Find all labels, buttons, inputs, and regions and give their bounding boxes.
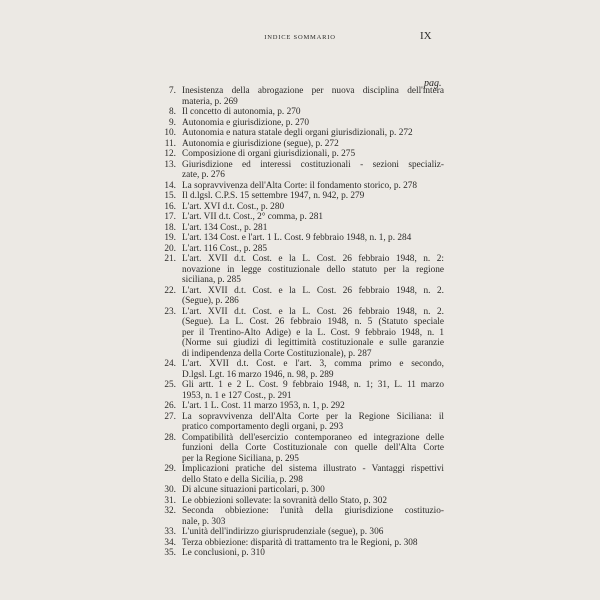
toc-entry-number: 30.: [164, 485, 176, 495]
toc-entry-number: 16.: [164, 201, 176, 212]
toc-entry-number: 21.: [164, 254, 176, 264]
toc-entry-continuation: [150, 391, 450, 402]
toc-entry-number: 23.: [164, 306, 176, 317]
toc-entry: [150, 286, 450, 297]
toc-entry: [150, 506, 450, 517]
toc-entry: [150, 359, 450, 370]
toc-entry-text: materia, p. 269: [182, 96, 238, 107]
toc-entry: [150, 496, 450, 507]
table-of-contents: [150, 86, 450, 559]
toc-entry-text: funzioni della Corte Costituzionale con quelle dell'Alta Corte: [182, 443, 444, 453]
toc-entry: [150, 181, 450, 192]
toc-entry: [150, 107, 450, 118]
toc-entry-text: Di alcune situazioni particolari, p. 300: [182, 485, 325, 495]
toc-entry-number: [150, 317, 182, 328]
toc-entry-text: Autonomia e giurisdizione, p. 270: [182, 117, 310, 128]
toc-entry: [150, 191, 450, 202]
toc-entry-continuation: [150, 370, 450, 381]
toc-entry-number: [150, 422, 182, 433]
toc-entry-number: 12.: [164, 149, 176, 159]
toc-entry-text: L'art. XVII d.t. Cost. e la L. Cost. 26 febbraio 1948, n. 2.: [182, 306, 444, 317]
toc-entry-text: Gli artt. 1 e 2 L. Cost. 9 febbraio 1948, n. 1; 31, L. 11 marzo: [182, 380, 444, 390]
toc-entry-number: 14.: [164, 180, 176, 191]
toc-entry-text: L'art. XVII d.t. Cost. e la L. Cost. 26 febbraio 1948, n. 2.: [182, 285, 444, 296]
toc-entry-text: Giurisdizione ed interessi costituzionali - sezioni specializ-: [182, 159, 444, 170]
pag-column-label: pag.: [424, 78, 442, 89]
toc-entry-text: 1953, n. 1 e 127 Cost., p. 291: [182, 390, 292, 401]
toc-entry-number: [150, 296, 182, 307]
toc-entry-number: [150, 275, 182, 286]
toc-entry-text: nale, p. 303: [182, 516, 226, 527]
toc-entry-number: 20.: [164, 243, 176, 254]
toc-entry: [150, 254, 450, 265]
toc-entry-number: [150, 391, 182, 402]
toc-entry-text: L'art. 134 Cost. e l'art. 1 L. Cost. 9 febbraio 1948, n. 1, p. 284: [182, 233, 412, 243]
toc-entry-text: L'unità dell'indirizzo giurisprudenziale (segue), p. 306: [182, 527, 384, 537]
toc-entry-text: (Segue), p. 286: [182, 296, 239, 306]
toc-entry-number: [150, 475, 182, 486]
toc-entry-continuation: [150, 349, 450, 360]
toc-entry-number: 29.: [164, 464, 176, 474]
toc-entry-continuation: [150, 97, 450, 108]
toc-entry-continuation: [150, 275, 450, 286]
toc-entry-text: D.lgsl. Lgt. 16 marzo 1946, n. 98, p. 289: [182, 369, 334, 380]
toc-entry-continuation: [150, 338, 450, 349]
toc-entry-text: L'art. VII d.t. Cost., 2° comma, p. 281: [182, 212, 324, 222]
toc-entry: [150, 485, 450, 496]
toc-entry: [150, 307, 450, 318]
toc-entry: [150, 244, 450, 255]
toc-entry: [150, 128, 450, 139]
toc-entry-number: 31.: [164, 495, 176, 506]
toc-entry-number: 27.: [164, 411, 176, 422]
toc-entry-number: [150, 517, 182, 528]
toc-entry-text: Il d.lgsl. C.P.S. 15 settembre 1947, n. 942, p. 279: [182, 191, 365, 201]
toc-entry-text: Compatibilità dell'esercizio contemporaneo ed integrazione delle: [182, 432, 444, 443]
toc-entry: [150, 202, 450, 213]
toc-entry-continuation: [150, 454, 450, 465]
toc-entry-text: pratico comportamento degli organi, p. 293: [182, 422, 344, 432]
toc-entry-number: 15.: [164, 191, 176, 201]
toc-entry-text: siciliana, p. 285: [182, 275, 241, 285]
toc-entry: [150, 212, 450, 223]
toc-entry-number: 18.: [164, 222, 176, 233]
toc-entry: [150, 118, 450, 129]
toc-entry: [150, 223, 450, 234]
toc-entry-continuation: [150, 170, 450, 181]
toc-entry: [150, 548, 450, 559]
toc-entry-number: [150, 170, 182, 181]
toc-entry: [150, 86, 450, 97]
page-number: IX: [420, 30, 432, 42]
toc-entry-continuation: [150, 328, 450, 339]
toc-entry-number: 13.: [164, 159, 176, 170]
toc-entry-number: 9.: [169, 117, 176, 128]
toc-entry-text: Seconda obbiezione: l'unità della giurisdizione costituzio-: [182, 506, 444, 516]
toc-entry-text: Autonomia e giurisdizione (segue), p. 272: [182, 138, 339, 149]
toc-entry-text: Le obbiezioni sollevate: la sovranità dello Stato, p. 302: [182, 495, 387, 506]
toc-entry: [150, 139, 450, 150]
toc-entry-continuation: [150, 317, 450, 328]
toc-entry-number: 17.: [164, 212, 176, 222]
toc-entry-number: [150, 265, 182, 276]
toc-entry-continuation: [150, 296, 450, 307]
toc-entry: [150, 464, 450, 475]
toc-entry-text: Implicazioni pratiche del sistema illustrato - Vantaggi rispettivi: [182, 464, 444, 474]
running-header-title: INDICE SOMMARIO: [264, 34, 336, 41]
toc-entry-number: 26.: [164, 401, 176, 411]
toc-entry-number: 35.: [164, 548, 176, 558]
toc-entry-text: Inesistenza della abrogazione per nuova disciplina dell'intera: [182, 86, 444, 96]
toc-entry-text: L'art. 1 L. Cost. 11 marzo 1953, n. 1, p. 292: [182, 401, 345, 411]
toc-entry: [150, 433, 450, 444]
toc-entry-number: 10.: [164, 128, 176, 138]
toc-entry: [150, 380, 450, 391]
toc-entry-number: 34.: [164, 537, 176, 548]
toc-entry-text: (Segue). La L. Cost. 26 febbraio 1948, n. 5 (Statuto speciale: [182, 317, 444, 327]
toc-entry-number: [150, 443, 182, 454]
toc-entry-number: 24.: [164, 359, 176, 369]
toc-entry-text: L'art. XVI d.t. Cost., p. 280: [182, 201, 285, 212]
toc-entry-number: 11.: [164, 138, 176, 149]
toc-entry-text: per la Regione Siciliana, p. 295: [182, 453, 299, 464]
toc-entry-continuation: [150, 517, 450, 528]
toc-entry-text: L'art. 116 Cost., p. 285: [182, 243, 267, 254]
toc-entry-text: zate, p. 276: [182, 170, 225, 180]
toc-entry-continuation: [150, 443, 450, 454]
toc-entry-number: [150, 349, 182, 360]
toc-entry-number: [150, 454, 182, 465]
toc-entry-text: Autonomia e natura statale degli organi giurisdizionali, p. 272: [182, 128, 413, 138]
toc-entry-text: dello Stato e della Sicilia, p. 298: [182, 474, 303, 485]
toc-entry-continuation: [150, 265, 450, 276]
toc-entry: [150, 149, 450, 160]
toc-entry-text: novazione in legge costituzionale dello statuto per la regione: [182, 264, 444, 275]
toc-entry: [150, 538, 450, 549]
toc-entry-number: 19.: [164, 233, 176, 243]
toc-entry-number: [150, 328, 182, 339]
toc-entry: [150, 233, 450, 244]
toc-entry-number: 32.: [164, 506, 176, 516]
toc-entry-number: [150, 370, 182, 381]
toc-entry-number: 25.: [164, 380, 176, 390]
toc-entry-text: L'art. XVII d.t. Cost. e l'art. 3, comma primo e secondo,: [182, 359, 444, 369]
toc-entry-number: [150, 97, 182, 108]
toc-entry-number: 28.: [164, 432, 176, 443]
toc-entry-number: 7.: [169, 86, 176, 96]
toc-entry: [150, 401, 450, 412]
toc-entry-text: L'art. XVII d.t. Cost. e la L. Cost. 26 febbraio 1948, n. 2:: [182, 254, 444, 264]
toc-entry-number: 8.: [169, 107, 176, 117]
toc-entry-text: Il concetto di autonomia, p. 270: [182, 107, 301, 117]
toc-entry-text: L'art. 134 Cost., p. 281: [182, 222, 268, 233]
toc-entry-text: La sopravvivenza dell'Alta Corte per la Regione Siciliana: il: [182, 411, 444, 422]
toc-entry-text: Terza obbiezione: disparità di trattamento tra le Regioni, p. 308: [182, 537, 418, 548]
toc-entry-number: 33.: [164, 527, 176, 537]
toc-entry: [150, 160, 450, 171]
toc-entry-text: Le conclusioni, p. 310: [182, 548, 265, 558]
toc-entry-number: 22.: [164, 285, 176, 296]
toc-entry: [150, 412, 450, 423]
toc-entry-continuation: [150, 475, 450, 486]
toc-entry-text: di indipendenza della Corte Costituzionale), p. 287: [182, 348, 372, 359]
toc-entry-text: La sopravvivenza dell'Alta Corte: il fondamento storico, p. 278: [182, 180, 418, 191]
toc-entry-text: per il Trentino-Alto Adige) e la L. Cost. 9 febbraio 1948, n. 1: [182, 327, 444, 338]
toc-entry-continuation: [150, 422, 450, 433]
toc-entry-number: [150, 338, 182, 349]
toc-entry: [150, 527, 450, 538]
toc-entry-text: Composizione di organi giurisdizionali, p. 275: [182, 149, 356, 159]
toc-entry-text: (Norme sui giudizi di legittimità costituzionale e sulle garanzie: [182, 338, 444, 348]
